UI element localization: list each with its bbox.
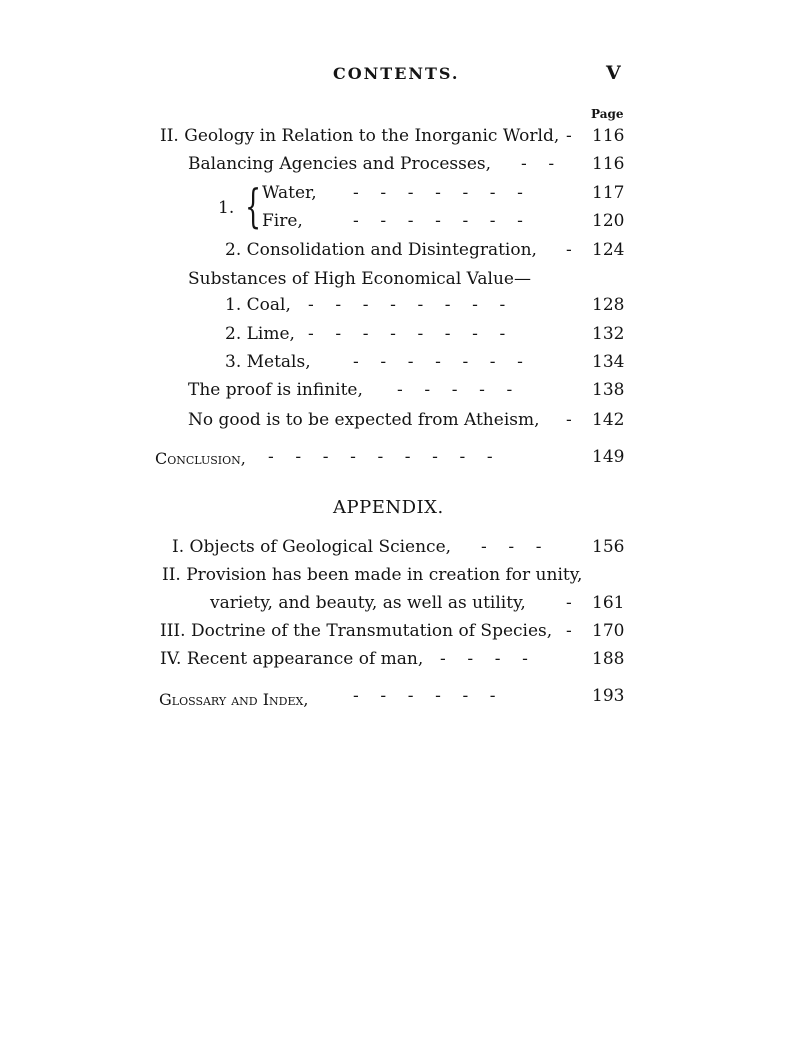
entry-atheism-label: No good is to be expected from Atheism, [188, 410, 540, 430]
entry-water-leader: - - - - - - - [353, 183, 523, 203]
entry-fire-label: Fire, [262, 211, 303, 231]
appendix-provision-leader: - [566, 593, 572, 613]
entry-metals-label: 3. Metals, [225, 352, 311, 372]
entry-coal-label: 1. Coal, [225, 295, 291, 315]
entry-coal-page: 128 [592, 295, 625, 315]
entry-lime-page: 132 [592, 324, 625, 344]
appendix-objects-label: I. Objects of Geological Science, [172, 537, 452, 557]
entry-geology-inorganic-leader: - [566, 126, 572, 146]
entry-fire-leader: - - - - - - - [353, 211, 523, 231]
appendix-transmutation-label: III. Doctrine of the Transmutation of Species, [160, 621, 553, 641]
entry-water-page: 117 [592, 183, 625, 203]
appendix-man-label: IV. Recent appearance of man, [160, 649, 424, 669]
entry-substances-heading: Substances of High Economical Value— [188, 269, 531, 289]
glossary-index-label: Glossary and Index, [159, 690, 309, 709]
page-column-label: Page [591, 107, 624, 121]
entry-consolidation-leader: - [566, 240, 572, 260]
entry-atheism-page: 142 [592, 410, 625, 430]
entry-geology-inorganic-page: 116 [592, 126, 625, 146]
appendix-transmutation-page: 170 [592, 621, 625, 641]
appendix-man-leader: - - - - [440, 649, 528, 669]
page-numeral: V [606, 62, 621, 84]
entry-metals-leader: - - - - - - - [353, 352, 523, 372]
entry-proof-leader: - - - - - [397, 380, 513, 400]
appendix-heading: APPENDIX. [333, 497, 444, 518]
entry-lime-label: 2. Lime, [225, 324, 295, 344]
entry-metals-page: 134 [592, 352, 625, 372]
glossary-index-page: 193 [592, 686, 625, 706]
entry-coal-leader: - - - - - - - - [308, 295, 506, 315]
running-header-title: CONTENTS. [333, 64, 460, 83]
entry-fire-page: 120 [592, 211, 625, 231]
entry-conclusion-label: Conclusion, [155, 449, 246, 468]
appendix-provision-page: 161 [592, 593, 625, 613]
entry-proof-page: 138 [592, 380, 625, 400]
appendix-objects-page: 156 [592, 537, 625, 557]
entry-consolidation-label: 2. Consolidation and Disintegration, [225, 240, 537, 260]
brace-glyph: { [245, 179, 262, 233]
appendix-provision-label: variety, and beauty, as well as utility, [210, 593, 526, 613]
appendix-transmutation-leader: - [566, 621, 572, 641]
glossary-index-leader: - - - - - - [353, 686, 496, 706]
entry-balancing-label: Balancing Agencies and Processes, [188, 154, 492, 174]
entry-water-label: Water, [262, 183, 317, 203]
entry-conclusion-leader: - - - - - - - - - [268, 447, 493, 467]
entry-lime-leader: - - - - - - - - [308, 324, 506, 344]
entry-proof-label: The proof is infinite, [188, 380, 363, 400]
appendix-objects-leader: - - - [481, 537, 542, 557]
entry-consolidation-page: 124 [592, 240, 625, 260]
entry-geology-inorganic-label: II. Geology in Relation to the Inorganic World, [160, 126, 560, 146]
entry-atheism-leader: - [566, 410, 572, 430]
appendix-man-page: 188 [592, 649, 625, 669]
entry-conclusion-page: 149 [592, 447, 625, 467]
appendix-provision-line1: II. Provision has been made in creation for unity, [162, 565, 583, 585]
item-one-number: 1. [218, 198, 235, 218]
entry-balancing-page: 116 [592, 154, 625, 174]
entry-balancing-leader: - - [521, 154, 555, 174]
